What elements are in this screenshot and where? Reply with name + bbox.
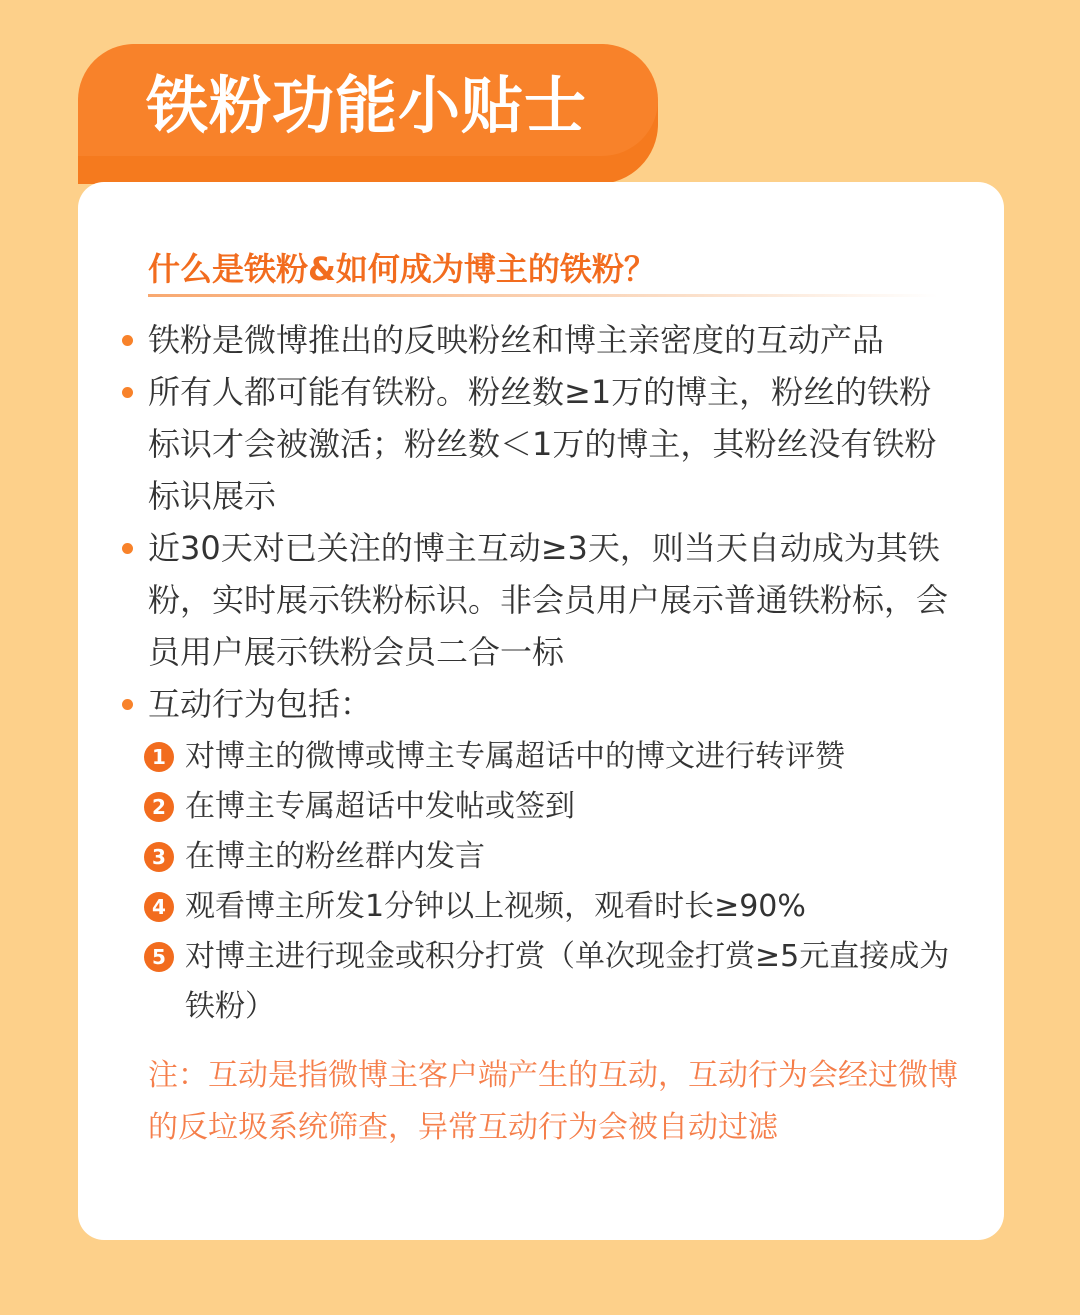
number-badge-icon: 5 bbox=[144, 942, 174, 972]
bullet-dot-icon bbox=[122, 335, 133, 346]
number-badge-icon: 3 bbox=[144, 842, 174, 872]
interaction-item bbox=[78, 882, 955, 932]
interaction-text: 对博主的微博或博主专属超话中的博文进行转评赞 bbox=[185, 739, 845, 774]
tips-card bbox=[78, 182, 1004, 1240]
bullet-item bbox=[78, 314, 958, 366]
interaction-item bbox=[78, 932, 955, 1032]
interaction-item bbox=[78, 732, 955, 782]
bullet-list bbox=[78, 314, 1004, 730]
interaction-text: 在博主专属超话中发帖或签到 bbox=[185, 789, 575, 824]
number-badge-icon: 2 bbox=[144, 792, 174, 822]
interaction-text: 对博主进行现金或积分打赏（单次现金打赏≥5元直接成为铁粉） bbox=[185, 939, 950, 1024]
bullet-item bbox=[78, 366, 958, 522]
bullet-item bbox=[78, 522, 958, 678]
header-tab bbox=[78, 44, 658, 156]
page-title: 铁粉功能小贴士 bbox=[146, 68, 588, 142]
card-heading: 什么是铁粉&如何成为博主的铁粉？ bbox=[148, 250, 656, 288]
number-badge-icon: 4 bbox=[144, 892, 174, 922]
interaction-text: 观看博主所发1分钟以上视频，观看时长≥90% bbox=[185, 889, 806, 924]
bullet-dot-icon bbox=[122, 543, 133, 554]
bullet-text: 铁粉是微博推出的反映粉丝和博主亲密度的互动产品 bbox=[148, 321, 885, 359]
interaction-text: 在博主的粉丝群内发言 bbox=[185, 839, 485, 874]
heading-underline bbox=[148, 294, 938, 297]
interaction-item bbox=[78, 782, 955, 832]
number-badge-icon: 1 bbox=[144, 742, 174, 772]
bullet-text: 所有人都可能有铁粉。粉丝数≥1万的博主，粉丝的铁粉标识才会被激活；粉丝数＜1万的博主，其粉丝没有铁粉标识展示 bbox=[148, 373, 937, 515]
bullet-dot-icon bbox=[122, 387, 133, 398]
interaction-item bbox=[78, 832, 955, 882]
interaction-list bbox=[78, 732, 1004, 1032]
bullet-text: 互动行为包括： bbox=[148, 685, 373, 723]
bullet-dot-icon bbox=[122, 699, 133, 710]
bullet-text: 近30天对已关注的博主互动≥3天，则当天自动成为其铁粉，实时展示铁粉标识。非会员用户展示普通铁粉标，会员用户展示铁粉会员二合一标 bbox=[148, 529, 949, 671]
footnote: 注：互动是指微博主客户端产生的互动，互动行为会经过微博的反垃圾系统筛查，异常互动行为会被自动过滤 bbox=[148, 1058, 958, 1145]
bullet-item bbox=[78, 678, 958, 730]
